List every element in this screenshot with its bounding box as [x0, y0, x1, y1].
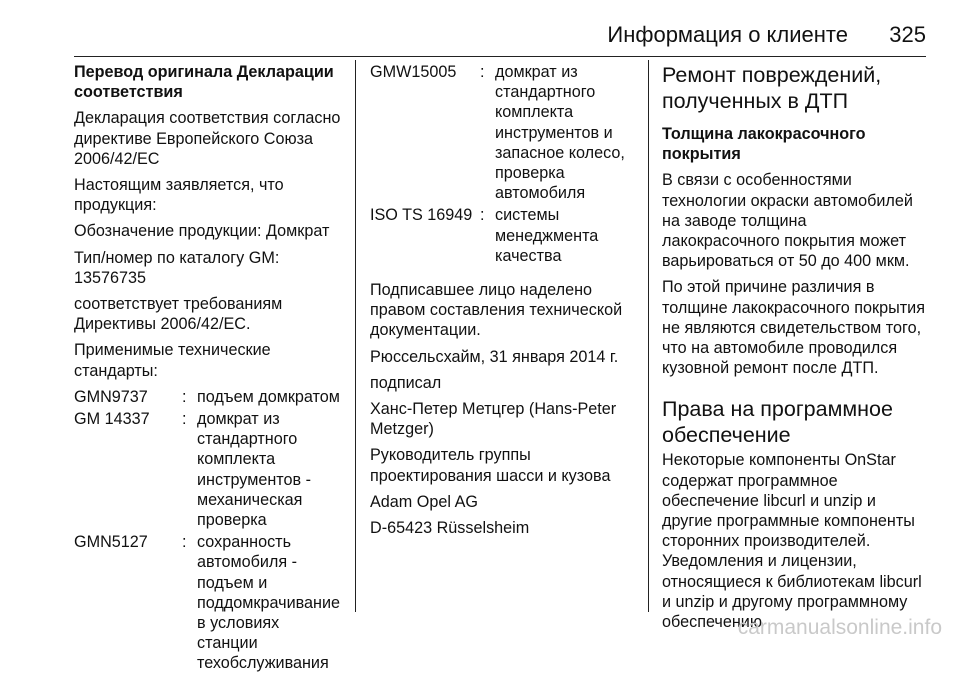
paragraph: В связи с особенностями технологии окраски автомобилей на заводе толщина лакокрасочного покрытия может варьироваться от 50 до 400 мкм.	[662, 171, 913, 271]
paragraph: Adam Opel AG	[370, 492, 478, 511]
paragraph: Применимые технические стандарты:	[74, 341, 271, 380]
watermark: carmanualsonline.info	[737, 616, 942, 639]
paragraph: Руководитель группы проектирования шасси и кузова	[370, 446, 611, 485]
standard-desc: сохранность автомобиля - подъем и поддомкрачивание в условиях станции техобслуживания	[197, 533, 341, 673]
page-header	[74, 10, 926, 50]
declaration-heading: Перевод оригинала Декларации соответствия	[74, 63, 334, 102]
standard-desc: подъем домкратом	[197, 387, 340, 406]
paragraph: подписал	[370, 373, 442, 392]
subsection-heading: Толщина лакокрасочного покрытия	[662, 125, 866, 164]
standard-row	[370, 62, 634, 203]
standard-colon: :	[480, 206, 485, 225]
paragraph: Настоящим заявляется, что продукция:	[74, 176, 284, 215]
standard-row	[74, 532, 344, 673]
standard-desc: домкрат из стандартного комплекта инструментов - механическая проверка	[197, 410, 312, 530]
standard-code: GMN9737	[74, 387, 148, 406]
section-heading: Права на программное обеспечение	[662, 397, 893, 448]
standard-row	[370, 205, 634, 266]
paragraph: Ханс-Петер Метцгер (Hans-Peter Metzger)	[370, 400, 617, 439]
standard-row	[74, 387, 344, 407]
column-1	[74, 62, 344, 676]
column-3	[662, 62, 926, 638]
column-divider-2	[648, 60, 649, 612]
standard-row	[74, 409, 344, 530]
standard-colon: :	[480, 63, 485, 81]
standard-code: GMW15005	[370, 63, 457, 81]
standard-code: GM 14337	[74, 410, 150, 429]
paragraph: Подписавшее лицо наделено правом составления технической документации.	[370, 281, 623, 340]
standard-colon: :	[182, 410, 187, 429]
standard-code: ISO TS 16949	[370, 206, 473, 225]
standard-desc: домкрат из стандартного комплекта инструментов и запасное колесо, проверка автомобиля	[495, 63, 625, 203]
paragraph: Рюссельсхайм, 31 января 2014 г.	[370, 347, 619, 366]
header-title: Информация о клиенте	[607, 22, 848, 47]
paragraph: Обозначение продукции: Домкрат	[74, 222, 330, 241]
column-2	[370, 62, 634, 544]
standard-colon: :	[182, 533, 187, 552]
paragraph: Некоторые компоненты OnStar содержат программное обеспечение libcurl и unzip и другие программные компоненты сторонних производителей. Уведомления и лицензии, относящиеся к библиотекам libcurl и unzip и другому программному обеспечению	[662, 451, 922, 632]
paragraph: Декларация соответствия согласно директиве Европейского Союза 2006/42/EC	[74, 109, 341, 168]
standard-desc: системы менеджмента качества	[495, 206, 599, 265]
paragraph: соответствует требованиям Директивы 2006/42/EC.	[74, 295, 283, 334]
column-divider-1	[355, 60, 356, 612]
section-heading: Ремонт повреждений, полученных в ДТП	[662, 63, 882, 113]
header-rule	[74, 56, 926, 57]
standard-colon: :	[182, 387, 187, 406]
standard-code: GMN5127	[74, 533, 148, 552]
paragraph: Тип/номер по каталогу GM: 13576735	[74, 248, 280, 287]
page-number: 325	[889, 22, 926, 47]
paragraph: D-65423 Rüsselsheim	[370, 519, 530, 538]
paragraph: По этой причине различия в толщине лакокрасочного покрытия не являются свидетельством того, что на автомобиле проводился кузовной ремонт после ДТП.	[662, 278, 925, 378]
